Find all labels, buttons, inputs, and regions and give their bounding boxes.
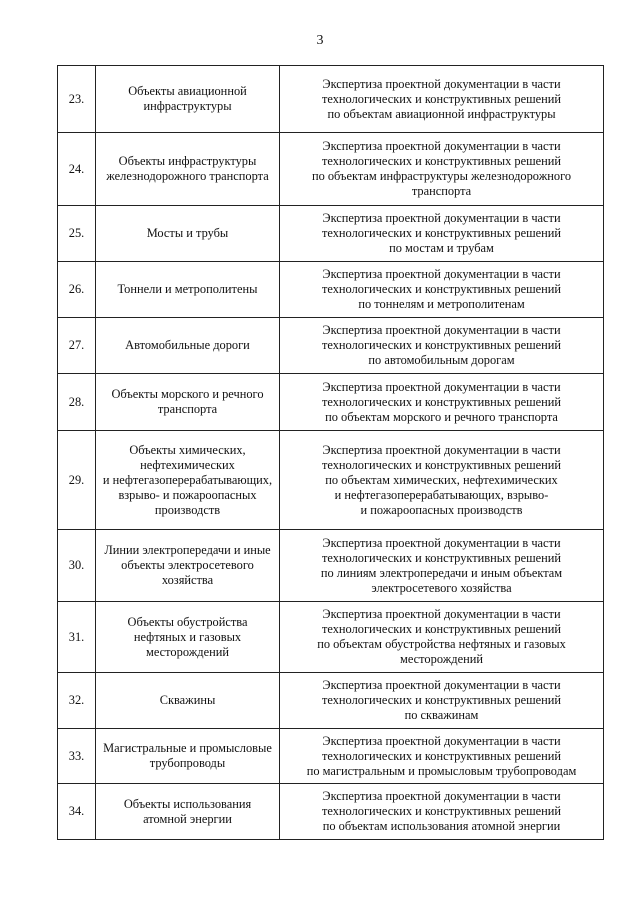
text-line: по объектам морского и речного транспорта — [325, 409, 558, 424]
row-number: 24. — [58, 133, 96, 206]
object-type-cell — [96, 206, 280, 262]
expertise-scope-cell — [280, 133, 604, 206]
table-row — [58, 374, 604, 431]
expertise-scope-cell — [280, 66, 604, 133]
text-line: технологических и конструктивных решений — [321, 622, 562, 636]
table-row — [58, 602, 604, 673]
text-line: Экспертиза проектной документации в части — [322, 442, 561, 457]
expertise-scope-cell — [280, 206, 604, 262]
text-line: Экспертиза проектной документации в части — [322, 323, 561, 337]
text-line: технологических и конструктивных решений — [321, 693, 562, 707]
text-line: Линии электропередачи и иные — [104, 543, 271, 557]
text-line: и нефтегазоперерабатывающих, взрыво- — [334, 487, 549, 502]
table-row — [58, 673, 604, 729]
row-number: 32. — [58, 673, 96, 729]
text-line: транспорта — [157, 402, 218, 416]
expertise-scope-cell — [280, 602, 604, 673]
text-line: по линиям электропередачи и иным объектам — [320, 565, 563, 580]
object-type-cell — [96, 374, 280, 431]
table-row — [58, 530, 604, 602]
table-row — [58, 262, 604, 318]
expertise-scope-cell — [280, 530, 604, 602]
row-number: 31. — [58, 602, 96, 673]
row-number: 30. — [58, 530, 96, 602]
expertise-scope-cell — [280, 729, 604, 784]
text-line: технологических и конструктивных решений — [321, 338, 562, 352]
row-number: 25. — [58, 206, 96, 262]
text-line: Экспертиза проектной документации в части — [322, 789, 561, 803]
object-type-cell — [96, 530, 280, 602]
text-line: хозяйства — [161, 573, 214, 587]
text-line: технологических и конструктивных решений — [321, 457, 562, 472]
object-type-cell — [96, 262, 280, 318]
text-line: технологических и конструктивных решений — [321, 91, 562, 106]
object-type-cell — [96, 431, 280, 530]
text-line: Объекты использования — [123, 796, 252, 811]
text-line: технологических и конструктивных решений — [321, 394, 562, 409]
object-type-cell — [96, 66, 280, 133]
text-line: Объекты инфраструктуры — [118, 154, 257, 168]
text-line: Экспертиза проектной документации в части — [322, 535, 561, 550]
object-type-cell — [96, 673, 280, 729]
expertise-scope-cell — [280, 374, 604, 431]
text-line: Экспертиза проектной документации в части — [322, 607, 561, 621]
text-line: Скважины — [159, 693, 216, 707]
object-type-cell — [96, 318, 280, 374]
text-line: по мостам и трубам — [389, 241, 494, 255]
text-line: Магистральные и промысловые — [103, 741, 272, 755]
text-line: технологических и конструктивных решений — [321, 804, 562, 818]
text-line: Объекты морского и речного — [111, 387, 264, 401]
text-line: технологических и конструктивных решений — [321, 226, 562, 240]
expertise-scope-cell — [280, 431, 604, 530]
text-line: железнодорожного транспорта — [106, 169, 269, 183]
text-line: технологических и конструктивных решений — [321, 748, 562, 763]
text-line: Объекты обустройства — [127, 614, 248, 629]
text-line: Экспертиза проектной документации в части — [322, 76, 561, 91]
text-line: по объектам обустройства нефтяных и газовых — [317, 637, 566, 651]
object-type-cell — [96, 133, 280, 206]
row-number: 28. — [58, 374, 96, 431]
text-line: по тоннелям и метрополитенам — [358, 297, 525, 311]
table-row — [58, 784, 604, 840]
table-row — [58, 206, 604, 262]
text-line: по автомобильным дорогам — [368, 353, 515, 367]
text-line: и пожароопасных производств — [360, 502, 523, 517]
text-line: производств — [154, 502, 221, 517]
text-line: по магистральным и промысловым трубопроводам — [306, 763, 577, 778]
table-row — [58, 66, 604, 133]
text-line: по объектам использования атомной энергии — [322, 819, 561, 833]
text-line: Экспертиза проектной документации в части — [322, 267, 561, 281]
table-row — [58, 729, 604, 784]
text-line: Мосты и трубы — [146, 226, 229, 240]
table-row — [58, 431, 604, 530]
text-line: и нефтегазоперерабатывающих, — [102, 472, 273, 487]
table-row — [58, 133, 604, 206]
text-line: Экспертиза проектной документации в части — [322, 211, 561, 225]
text-line: Тоннели и метрополитены — [117, 282, 258, 296]
text-line: объекты электросетевого — [121, 558, 254, 572]
text-line: нефтяных и газовых — [133, 629, 242, 644]
text-line: месторождений — [146, 644, 229, 659]
text-line: Объекты авиационной — [128, 84, 247, 98]
text-line: по объектам химических, нефтехимических — [325, 472, 558, 487]
text-line: нефтехимических — [140, 457, 235, 472]
expertise-scope-cell — [280, 318, 604, 374]
text-line: Автомобильные дороги — [125, 338, 250, 352]
table-row — [58, 318, 604, 374]
text-line: инфраструктуры — [143, 99, 232, 113]
text-line: Объекты химических, — [129, 442, 246, 457]
row-number: 34. — [58, 784, 96, 840]
text-line: Экспертиза проектной документации в части — [322, 733, 561, 748]
text-line: по объектам авиационной инфраструктуры — [327, 106, 556, 121]
text-line: атомной энергии — [143, 811, 232, 826]
text-line: Экспертиза проектной документации в части — [322, 678, 561, 692]
object-type-cell — [96, 729, 280, 784]
object-type-cell — [96, 784, 280, 840]
row-number: 27. — [58, 318, 96, 374]
text-line: Экспертиза проектной документации в части — [322, 379, 561, 394]
text-line: технологических и конструктивных решений — [321, 154, 562, 168]
expertise-scope-cell — [280, 262, 604, 318]
text-line: технологических и конструктивных решений — [321, 282, 562, 296]
text-line: месторождений — [400, 652, 483, 666]
text-line: взрыво- и пожароопасных — [118, 487, 257, 502]
text-line: по объектам инфраструктуры железнодорожного — [311, 169, 572, 183]
expertise-table — [57, 65, 604, 840]
expertise-scope-cell — [280, 784, 604, 840]
text-line: трубопроводы — [149, 756, 226, 770]
row-number: 23. — [58, 66, 96, 133]
text-line: технологических и конструктивных решений — [321, 550, 562, 565]
row-number: 26. — [58, 262, 96, 318]
expertise-scope-cell — [280, 673, 604, 729]
text-line: по скважинам — [404, 708, 479, 722]
text-line: Экспертиза проектной документации в части — [322, 139, 561, 153]
table-body — [58, 66, 604, 840]
row-number: 29. — [58, 431, 96, 530]
text-line: электросетевого хозяйства — [371, 580, 512, 595]
page-number: 3 — [316, 33, 324, 48]
object-type-cell — [96, 602, 280, 673]
row-number: 33. — [58, 729, 96, 784]
text-line: транспорта — [411, 184, 472, 198]
